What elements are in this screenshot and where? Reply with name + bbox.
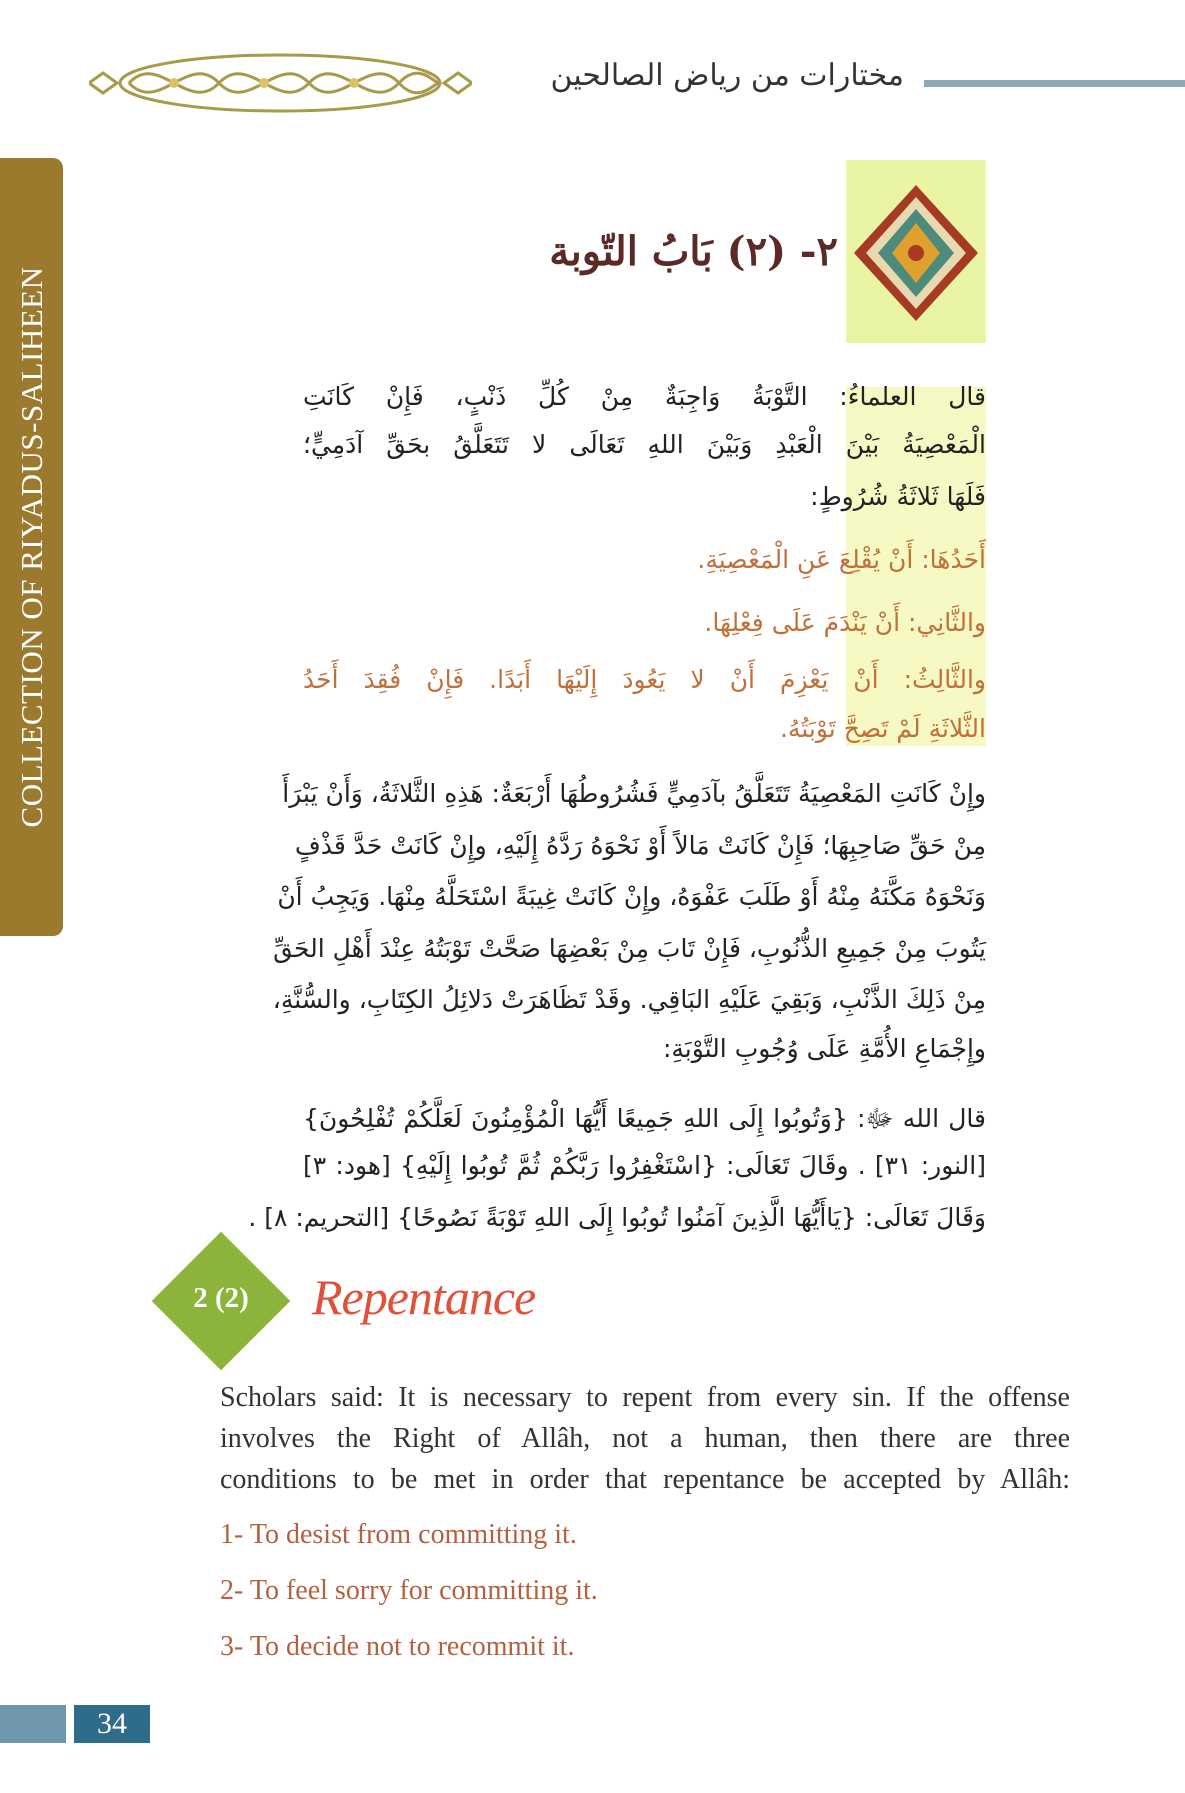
arabic-condition: والثَّانِي: أَنْ يَنْدَمَ عَلَى فِعْلِهَا.	[704, 608, 986, 637]
side-tab-label: COLLECTION OF RIYADUS-SALIHEEN	[13, 266, 49, 828]
english-condition: 1- To desist from committing it.	[220, 1519, 577, 1550]
english-condition: 2- To feel sorry for committing it.	[220, 1575, 598, 1606]
book-title-header: مختارات من رياض الصالحين	[550, 58, 904, 93]
arabesque-ornament-icon	[89, 51, 472, 115]
english-condition: 3- To decide not to recommit it.	[220, 1631, 575, 1662]
arabic-para2-line: مِنْ ذَلِكَ الذَّنْبِ، وَبَقِيَ عَلَيْهِ البَاقِي. وقَدْ تَظَاهَرَتْ دَلائِلُ الكِتَابِ، والسُّنَّةِ،	[272, 985, 986, 1014]
arabic-condition: الثَّلاثَةِ لَمْ تَصِحَّ تَوْبَتُهُ.	[780, 714, 986, 743]
english-para-line: Scholars said: It is necessary to repent from every sin. If the offense	[220, 1382, 1070, 1413]
arabic-para2-line: وإِجْمَاعِ الأُمَّةِ عَلَى وُجُوبِ التَّوْبَةِ:	[662, 1034, 986, 1063]
side-tab	[0, 158, 63, 936]
arabic-para2-line: يَتُوبَ مِنْ جَمِيعِ الذُّنُوبِ، فَإِنْ تَابَ مِنْ بَعْضِهَا صَحَّتْ تَوْبَتُهُ عِنْدَ أَهْلِ الحَقِّ	[273, 934, 986, 963]
arabic-para2-line: وَنَحْوَهُ مَكَّنَهُ مِنْهُ أَوْ طَلَبَ عَفْوَهُ، وإِنْ كَانَتْ غِيبَةً اسْتَحَلَّهُ مِنْهَا. وَيَجِبُ أَنْ	[277, 882, 986, 911]
arabic-para2-line: مِنْ حَقِّ صَاحِبِهَا؛ فَإِنْ كَانَتْ مَالاً أَوْ نَحْوَهُ رَدَّهُ إِلَيْهِ، وإِنْ كَانَتْ حَدَّ قَذْفٍ	[294, 831, 986, 860]
quran-verse-line: وَقَالَ تَعَالَى: {يَاأَيُّهَا الَّذِينَ آمَنُوا تُوبُوا إِلَى اللهِ تَوْبَةً نَصُوحًا} [التحريم: ٨] .	[248, 1203, 986, 1232]
english-chapter-title: Repentance	[312, 1269, 536, 1325]
arabic-para2-line: وإِنْ كَانَتِ المَعْصِيَةُ تَتَعَلَّقُ بآدَمِيٍّ فَشُرُوطُهَا أَرْبَعَةٌ: هَذِهِ الثَّلاثَةُ، وَأَنْ يَبْرَأَ	[282, 779, 986, 808]
quran-verse-line: [النور: ٣١] . وقَالَ تَعَالَى: {اسْتَغْفِرُوا رَبَّكُمْ ثُمَّ تُوبُوا إِلَيْهِ} [هود: ٣]	[303, 1151, 987, 1180]
arabic-condition: والثَّالِثُ: أَنْ يَعْزِمَ أَنْ لا يَعُودَ إِلَيْهَا أَبَدًا. فَإِنْ فُقِدَ أَحَدُ	[303, 665, 986, 694]
page-number: 34	[74, 1705, 150, 1743]
arabic-para1-line: الْمَعْصِيَةُ بَيْنَ الْعَبْدِ وَبَيْنَ اللهِ تَعَالَى لا تَتَعَلَّقُ بحَقِّ آدَمِيٍّ؛	[303, 430, 986, 459]
arabic-chapter-heading: ٢- (٢) بَابُ التّوبة	[549, 228, 838, 275]
arabic-para1-line: فَلَهَا ثَلاثَةُ شُرُوطٍ:	[810, 482, 986, 511]
english-para-line: conditions to be met in order that repentance be accepted by Allâh:	[220, 1464, 1070, 1495]
arabic-condition: أَحَدُهَا: أَنْ يُقْلِعَ عَنِ الْمَعْصِيَةِ.	[697, 545, 986, 574]
arabic-para1-line: قال العلماءُ: التَّوْبَةُ وَاجِبَةٌ مِنْ كُلِّ ذَنْبٍ، فَإِنْ كَانَتِ	[303, 382, 986, 411]
medallion-ornament-icon	[852, 183, 980, 323]
english-para-line: involves the Right of Allâh, not a human, then there are three	[220, 1423, 1070, 1454]
quran-verse-line: قال الله ﷻ: {وَتُوبُوا إِلَى اللهِ جَمِيعًا أَيُّهَا الْمُؤْمِنُونَ لَعَلَّكُمْ تُفْلِحُونَ}	[303, 1104, 986, 1133]
footer-bar	[0, 1705, 66, 1743]
chapter-number: 2 (2)	[193, 1282, 249, 1314]
header-divider	[924, 80, 1185, 87]
